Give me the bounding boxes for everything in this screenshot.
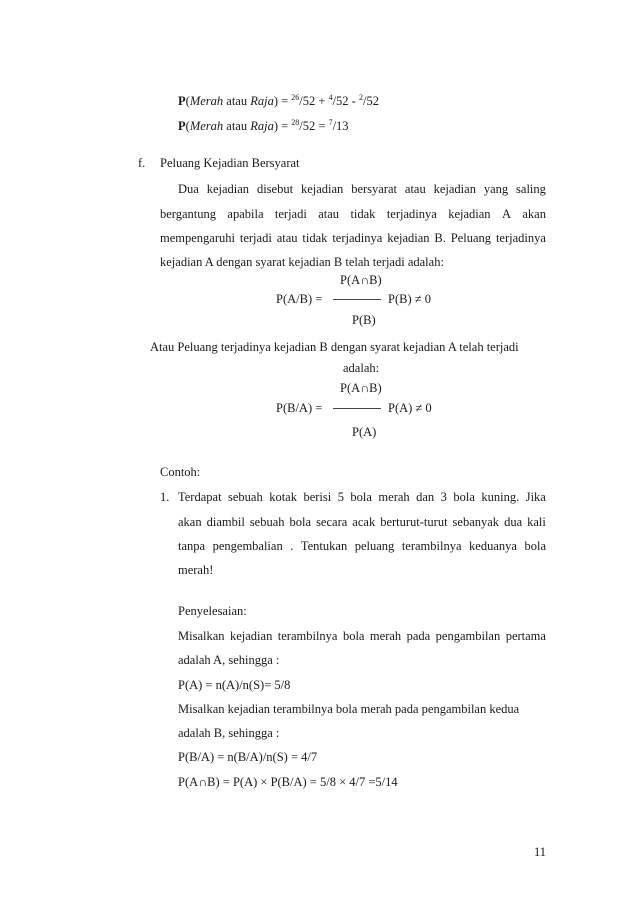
word: tidak (302, 231, 328, 245)
formula1-fraction-bar (333, 299, 381, 300)
word: Terdapat (178, 490, 222, 504)
solution-line-4: Misalkan kejadian terambilnya bola merah pada pengambilan kedua (178, 702, 520, 716)
paragraph-line-4: kejadian A dengan syarat kejadian B telah terjadi adalah: (160, 255, 444, 269)
word: 5 (337, 490, 344, 504)
word: Dua (178, 182, 199, 196)
word: saling (516, 182, 546, 196)
paragraph-line-3 (160, 232, 546, 245)
word: kali (527, 515, 546, 529)
word: berturut-turut (380, 515, 448, 529)
word: pengambilan (435, 629, 501, 643)
word: kejadian (433, 182, 476, 196)
word: dua (504, 515, 523, 529)
formula1-condition: P(B) ≠ 0 (388, 292, 431, 306)
solution-label: Penyelesaian: (178, 604, 247, 618)
formula-merah-atau-raja-1: P(Merah atau Raja) = $^{26}$/52 + $^4$/52 - $^2$/52 (178, 93, 379, 108)
formula2-lhs: P(B/A) = (276, 401, 323, 415)
formula-merah-atau-raja-2: P(Merah atau Raja) = $^{28}$/52 = $^7$/13 (178, 118, 349, 133)
word: atau (318, 207, 340, 221)
problem-line-2 (178, 516, 546, 529)
word: pertama (505, 629, 546, 643)
word: disebut (256, 182, 294, 196)
word: mempengaruhi (160, 231, 235, 245)
word: bola (289, 515, 312, 529)
word: merah (378, 490, 410, 504)
word: bersyarat (351, 182, 397, 196)
word: A (501, 207, 511, 221)
problem-line-1 (178, 491, 546, 504)
word: B. (434, 231, 446, 245)
word: kotak (269, 490, 297, 504)
example-item-number: 1. (160, 490, 170, 504)
word: merah (369, 629, 402, 643)
word: bola (350, 490, 372, 504)
word: terjadi (239, 231, 272, 245)
word: bola (342, 629, 365, 643)
solution-line-5: adalah B, sehingga : (178, 726, 280, 740)
problem-line-4: merah! (178, 563, 214, 577)
solution-line-2: adalah A, sehingga : (178, 653, 280, 667)
word: akan (522, 207, 546, 221)
problem-line-3 (178, 540, 546, 553)
page-number: 11 (534, 845, 547, 859)
formula2-condition: P(A) ≠ 0 (388, 401, 432, 415)
word: atau (404, 182, 426, 196)
solution-line-3: P(A) = n(A)/n(S)= 5/8 (178, 678, 291, 692)
word: akan (178, 515, 202, 529)
word: peluang (354, 539, 395, 553)
formula2-fraction-bar (333, 408, 381, 409)
word: terjadi (274, 207, 307, 221)
word: terambilnya (277, 629, 338, 643)
word: acak (352, 515, 376, 529)
word: kejadian (229, 629, 273, 643)
word: tanpa (178, 539, 206, 553)
section-marker: f. (138, 156, 146, 170)
word: pada (406, 629, 431, 643)
word: Peluang (450, 231, 492, 245)
word: kejadian (300, 182, 344, 196)
word: bola (453, 490, 475, 504)
word: Misalkan (178, 629, 225, 643)
solution-line-7: P(A∩B) = P(A) × P(B/A) = 5/8 × 4/7 =5/14 (178, 775, 398, 789)
word: pengembalian (212, 539, 283, 553)
alternative-definition-line: Atau Peluang terjadinya kejadian B dengan syarat kejadian A telah terjadi (150, 340, 519, 354)
word: 3 (440, 490, 447, 504)
paragraph-line-2 (160, 208, 546, 221)
word: yang (483, 182, 509, 196)
word: sebuah (249, 515, 285, 529)
word: tidak (350, 207, 376, 221)
word: kuning. (481, 490, 520, 504)
word: terambilnya (401, 539, 462, 553)
word: keduanya (469, 539, 517, 553)
word: dan (416, 490, 435, 504)
word: diambil (206, 515, 245, 529)
word: bola (524, 539, 546, 553)
word: apabila (227, 207, 264, 221)
word: Jika (525, 490, 546, 504)
word: kejadian (448, 207, 491, 221)
word: bergantung (160, 207, 217, 221)
word: . (290, 539, 294, 553)
solution-line-6: P(B/A) = n(B/A)/n(S) = 4/7 (178, 750, 318, 764)
section-title: Peluang Kejadian Bersyarat (160, 156, 300, 170)
paragraph-line-1 (178, 183, 546, 196)
word: kejadian (206, 182, 250, 196)
word: Tentukan (300, 539, 348, 553)
word: terjadinya (495, 231, 546, 245)
formula1-numerator: P(A∩B) (340, 273, 382, 287)
word: terjadinya (332, 231, 383, 245)
solution-line-1 (178, 630, 546, 643)
formula2-numerator: P(A∩B) (340, 381, 382, 395)
word: secara (316, 515, 348, 529)
formula2-denominator: P(A) (352, 425, 377, 439)
formula1-lhs: P(A/B) = (276, 292, 323, 306)
word: berisi (303, 490, 332, 504)
example-label: Contoh: (160, 465, 201, 479)
word: sebanyak (452, 515, 500, 529)
word: atau (276, 231, 298, 245)
word: kejadian (387, 231, 430, 245)
word: terjadinya (386, 207, 437, 221)
word: sebuah (228, 490, 263, 504)
alternative-definition-line-2: adalah: (343, 361, 380, 375)
formula1-denominator: P(B) (352, 313, 376, 327)
